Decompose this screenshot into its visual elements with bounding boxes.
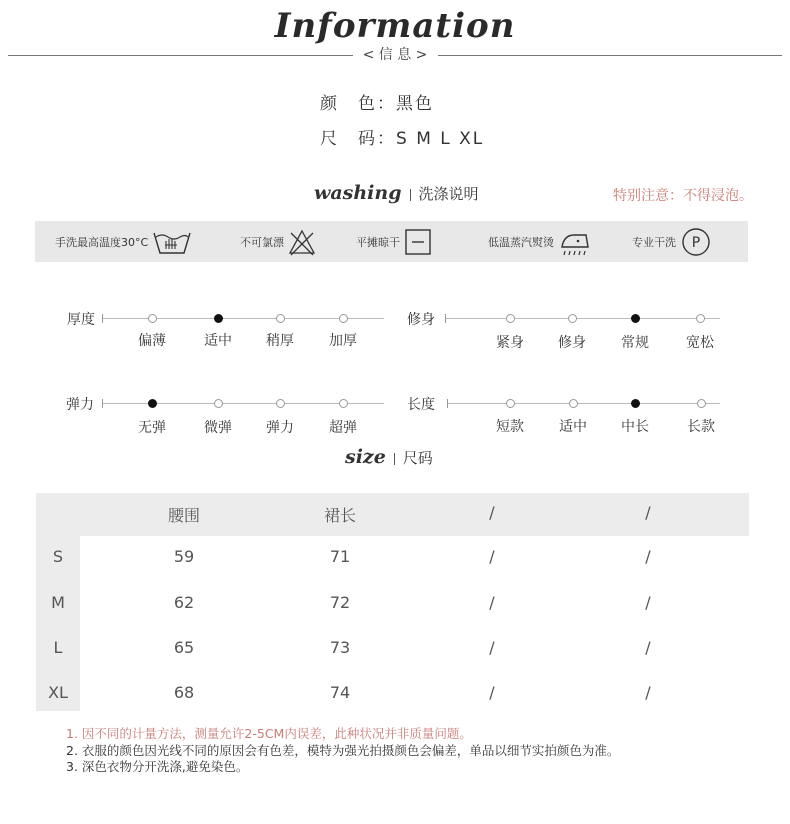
table-header-cell: / (645, 503, 651, 522)
washing-label: 洗涤说明 (418, 185, 479, 203)
attribute-point-selected (631, 314, 640, 323)
table-cell: 72 (329, 593, 351, 612)
attribute-option: 超弹 (329, 420, 357, 436)
table-cell: / (489, 593, 495, 612)
table-cell: 65 (173, 638, 195, 657)
page-title: Information (274, 6, 516, 46)
attribute-option: 加厚 (329, 333, 357, 349)
note-3: 3. 深色衣物分开洗涤,避免染色。 (66, 759, 249, 774)
attribute-point (506, 399, 515, 408)
attribute-point (276, 399, 285, 408)
table-row-size: M (51, 593, 65, 612)
professional-dry-clean-icon (680, 226, 712, 258)
attribute-point (276, 314, 285, 323)
care-label: 低温蒸汽熨烫 (488, 235, 554, 249)
attribute-point (148, 314, 157, 323)
care-label: 不可氯漂 (240, 235, 284, 249)
attribute-option: 宽松 (686, 335, 714, 351)
table-header-cell: / (489, 503, 495, 522)
attribute-option: 适中 (559, 419, 587, 435)
table-cell: / (489, 547, 495, 566)
attribute-track-start (102, 314, 103, 323)
attribute-option: 常规 (621, 335, 649, 351)
table-cell: / (645, 638, 651, 657)
attribute-point-selected (631, 399, 640, 408)
table-row-size: S (52, 547, 64, 566)
table-cell: / (489, 683, 495, 702)
attribute-option: 无弹 (138, 420, 166, 436)
table-cell: 71 (329, 547, 351, 566)
attribute-point (339, 314, 348, 323)
attribute-track-start (102, 399, 103, 408)
table-cell: / (645, 547, 651, 566)
attribute-point-selected (148, 399, 157, 408)
table-header-cell: 裙长 (323, 506, 356, 525)
attribute-option: 紧身 (496, 335, 524, 351)
table-header-cell: 腰围 (167, 506, 200, 525)
table-cell: 62 (173, 593, 195, 612)
attribute-track-start (445, 314, 446, 323)
table-cell: 59 (173, 547, 195, 566)
care-label: 平摊晾干 (356, 235, 400, 249)
size-row: 尺 码：S M L XL (320, 129, 485, 149)
attribute-option: 微弹 (204, 420, 232, 436)
attribute-option: 稍厚 (266, 333, 294, 349)
attribute-option: 长款 (687, 419, 715, 435)
table-cell: 68 (173, 683, 195, 702)
no-bleach-icon (288, 228, 316, 256)
attribute-option: 中长 (621, 419, 649, 435)
page-subtitle: < 信 息 > (362, 47, 428, 63)
table-row-size: L (53, 638, 63, 657)
washing-notice: 特别注意：不得浸泡。 (613, 188, 753, 204)
note-1: 1. 因不同的计量方法，测量允许2-5CM内误差，此种状况并非质量问题。 (66, 726, 472, 741)
table-cell: 73 (329, 638, 351, 657)
size-heading (345, 446, 433, 468)
size-script-label: size (345, 446, 386, 468)
care-item-low-steam-iron (488, 221, 592, 262)
svg-text:P: P (691, 234, 701, 251)
attribute-option: 修身 (558, 335, 586, 351)
attribute-option: 弹力 (266, 420, 294, 436)
attribute-option: 短款 (496, 419, 524, 435)
care-item-no-bleach (240, 221, 316, 262)
care-item-dry-flat (356, 221, 432, 262)
attribute-point-selected (214, 314, 223, 323)
attribute-track (447, 403, 720, 404)
attribute-label: 长度 (407, 397, 435, 413)
attribute-option: 偏薄 (138, 333, 166, 349)
attribute-point (696, 314, 705, 323)
care-label: 专业干洗 (632, 235, 676, 249)
attribute-point (568, 314, 577, 323)
table-cell: / (645, 593, 651, 612)
low-steam-iron-icon (558, 227, 592, 257)
table-cell: / (489, 638, 495, 657)
attribute-option: 适中 (204, 333, 232, 349)
care-instructions-bar (35, 221, 748, 262)
heading-separator (394, 453, 395, 465)
color-row: 颜 色：黑色 (320, 94, 434, 114)
attribute-track (445, 318, 720, 319)
attribute-track-start (447, 399, 448, 408)
dry-flat-icon (404, 228, 432, 256)
attribute-label: 厚度 (67, 312, 95, 328)
note-2: 2. 衣服的颜色因光线不同的原因会有色差，模特为强光拍摄颜色会偏差，单品以细节实拍颜色为准。 (66, 743, 620, 758)
washing-heading (314, 182, 479, 204)
washing-script-label: washing (314, 182, 402, 204)
heading-separator (410, 189, 411, 201)
care-item-dry-clean (632, 221, 712, 262)
attribute-point (506, 314, 515, 323)
attribute-point (339, 399, 348, 408)
attribute-point (697, 399, 706, 408)
attribute-label: 修身 (407, 312, 435, 328)
attribute-label: 弹力 (66, 397, 94, 413)
care-item-hand-wash (55, 221, 192, 262)
table-row-size: XL (48, 683, 68, 702)
table-cell: / (645, 683, 651, 702)
size-label: 尺码 (402, 449, 433, 467)
attribute-point (569, 399, 578, 408)
table-cell: 74 (329, 683, 351, 702)
hand-wash-30-icon (152, 227, 192, 257)
attribute-point (214, 399, 223, 408)
care-label: 手洗最高温度30°C (55, 235, 149, 249)
